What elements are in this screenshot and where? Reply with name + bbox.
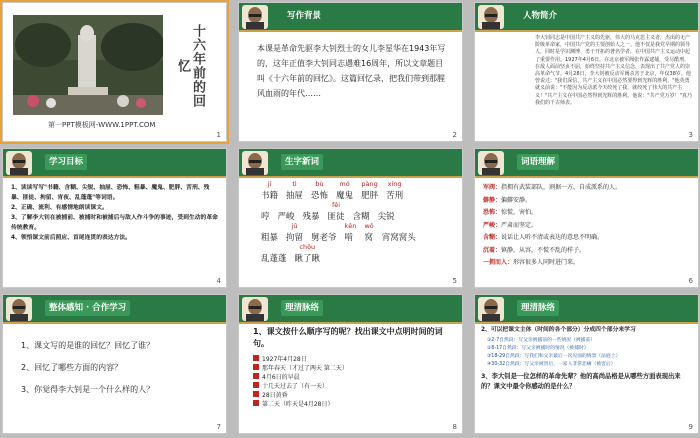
vocab-row — [261, 180, 454, 201]
definition-item: 沉着：镇静，从容，不慌不乱的样子。 — [483, 246, 586, 254]
portrait-icon — [478, 297, 504, 321]
vocab-item: 尖锐 — [377, 212, 395, 222]
vocab-item: fěi 匪徒 — [327, 201, 345, 222]
vertical-title-text: 十六年前的回忆 — [175, 24, 205, 108]
definition-item: 僻静：偏僻安静。 — [483, 196, 532, 204]
slide-title: 理清脉络 — [281, 300, 323, 316]
vocab-item: 粗暴 — [261, 233, 279, 243]
slide-number: 8 — [452, 423, 457, 431]
slide-number: 1 — [216, 131, 221, 139]
header-stripe — [3, 322, 226, 324]
definition-item: 一拥而入：形容很多人同时进门来。 — [483, 259, 580, 266]
slide-title: 人物简介 — [523, 11, 558, 21]
vocab-item: jí 书籍 — [261, 180, 279, 201]
slide-title: 生字新词 — [281, 154, 323, 170]
portrait-icon — [242, 151, 268, 175]
header-stripe — [239, 30, 462, 32]
question-text: 2、可以把课文主体（时间的各个部分）分成四个部分来学习 — [481, 327, 636, 333]
slide-header — [475, 149, 698, 176]
vocab-item: 宵窝窝头 — [381, 233, 416, 243]
slide-header — [239, 149, 462, 176]
vocab-item: pàng 肥胖 — [361, 180, 379, 201]
slide-thumbnail-3[interactable] — [474, 2, 699, 142]
question-item: 3、你觉得李大钊是一个什么样的人？ — [21, 385, 155, 394]
portrait-icon — [242, 297, 268, 321]
vocab-item: xíng 苦刑 — [386, 180, 404, 201]
slide-header — [3, 295, 226, 322]
portrait-icon — [6, 151, 32, 175]
timeline-item: 那年春天（才过了两天 第二天） — [253, 364, 454, 373]
slide-thumbnail-2[interactable] — [238, 2, 463, 142]
slide-number: 2 — [452, 131, 457, 139]
vocab-item: tì 抽屉 — [286, 180, 304, 201]
slide-header — [239, 295, 462, 322]
header-stripe — [3, 176, 226, 178]
vocab-item: 乱蓬蓬 — [261, 254, 287, 264]
part-item: ①2-7自然段：写父亲被捕前的一些情况（被捕前） — [487, 338, 596, 343]
slide-thumbnail-8[interactable] — [238, 294, 463, 434]
slide-header — [475, 295, 698, 322]
part-item: ④30-32自然段：写父亲被害后，一家人非常悲痛（被害后） — [487, 362, 616, 367]
slide-number: 9 — [688, 423, 693, 431]
vocab-item: 残暴 — [302, 212, 320, 222]
timeline-item: 第二天（昨天是4月28日） — [253, 400, 454, 409]
header-stripe — [475, 176, 698, 178]
slide-text: 李大钊同志是中国共产主义的先驱，伟大的马克思主义者，杰出的无产阶级革命家，中国共产党的主要创始人之一。他不仅是我党早期的领导人，同时是学识渊博、勇于开拓的著名学者，在中国共产主义运动中起了重要作用。1927年4月6日，在北京被军阀张作霖逮捕，受尽酷刑，在敌人面前坚贞不屈，始终坚持共产主义信念，表现出了共产党人的崇高革命气节。4月28日，李大钊被反动军阀杀害于北京，年仅38岁。他曾说过："我们深信，共产主义在中国必然要得到光辉的胜利。"他英勇就义前说："不能因为反动派今天绞死了我，就绞死了伟大的共产主义！"共产主义在中国必然得到光辉的胜利。他说："共产党万岁！"真乃我们的千古师表。 — [535, 35, 692, 106]
objective-item: 3、了解李大钊在被捕前、被捕时和被捕后与敌人作斗争的事迹，受到生动的革命传统教育。 — [11, 215, 218, 231]
vocab-item: kēn 啃 — [344, 222, 357, 243]
slide-thumbnail-6[interactable] — [474, 148, 699, 288]
slide-title: 整体感知 · 合作学习 — [45, 300, 130, 316]
slide-thumbnail-5[interactable] — [238, 148, 463, 288]
question-text: 3、李大钊是一位怎样的革命先辈？他的高尚品格是从哪些方面表现出来的？课文中最令你感动的是什么？ — [481, 373, 681, 390]
part-item: ②8-17自然段：写父亲被捕时的情况（被捕时） — [487, 346, 589, 351]
vocab-row — [261, 243, 454, 264]
vocab-row — [261, 222, 454, 243]
slide-title: 理清脉络 — [517, 300, 559, 316]
slide-header — [239, 3, 462, 30]
slide-title: 词语理解 — [517, 154, 559, 170]
slide-text: 本课是革命先驱李大钊烈士的女儿李星华在1943年写的，这年正值李大钊同志遇难16周年，所以文章题目叫《十六年前的回忆》。这篇回忆录，把我们带到那腥风血雨的年代…… — [257, 44, 446, 98]
slide-thumbnail-1[interactable] — [2, 2, 227, 142]
slide-thumbnail-4[interactable] — [2, 148, 227, 288]
portrait-icon — [242, 5, 268, 29]
objective-item: 2、正确、流利、有感情地朗读课文。 — [11, 205, 108, 211]
slide-header — [475, 3, 698, 30]
vocab-item: mó 魔鬼 — [336, 180, 354, 201]
definition-item: 军阀：指拥有武装部队，割据一方，自成派系的人。 — [483, 184, 622, 191]
portrait-icon — [6, 297, 32, 321]
slide-number: 7 — [216, 423, 221, 431]
vertical-title — [166, 19, 214, 113]
part-item: ③18-29自然段：写我们和父亲最后一次见面的情景（法庭上） — [487, 354, 621, 359]
vocab-item: jū 拘留 — [286, 222, 304, 243]
vocab-item: 舅老爷 — [311, 233, 337, 243]
slide-thumbnail-7[interactable] — [2, 294, 227, 434]
vocab-item: 哼 — [261, 212, 270, 222]
vocab-item: bù 恐怖 — [311, 180, 329, 201]
definition-item: 含糊：说话让人听不清或表达的意思不明确。 — [483, 234, 604, 241]
objective-item: 4、领悟课文前后照应、首尾连贯的表达方法。 — [11, 235, 131, 241]
timeline-item: 1927年4月28日 — [253, 355, 454, 364]
slide-thumbnail-9[interactable] — [474, 294, 699, 434]
vocab-row — [261, 201, 454, 222]
vocab-item: wō 窝 — [364, 222, 374, 243]
question-item: 1、课文写的是谁的回忆？回忆了谁？ — [21, 341, 155, 350]
definition-item: 恐怖：惊慌，害怕。 — [483, 209, 538, 216]
header-stripe — [475, 322, 698, 324]
portrait-icon — [478, 151, 504, 175]
slide-title: 写作背景 — [287, 11, 322, 21]
slide-number: 4 — [216, 277, 221, 285]
slide-title: 学习目标 — [45, 154, 87, 170]
vocab-item: 含糊 — [352, 212, 370, 222]
vocab-item: chǒu 瞅了瞅 — [294, 243, 321, 264]
header-stripe — [475, 30, 698, 32]
slide-number: 3 — [688, 131, 693, 139]
question-text: 1、课文按什么顺序写的呢？找出课文中点明时间的词句。 — [253, 327, 443, 348]
statue-photo — [13, 15, 163, 115]
header-stripe — [239, 176, 462, 178]
definition-item: 严峻：严肃而坚定。 — [483, 221, 538, 229]
timeline-item: 28日黄昏 — [253, 391, 454, 400]
header-stripe — [239, 322, 462, 324]
slide-number: 5 — [452, 277, 457, 285]
slide-number: 6 — [688, 277, 693, 285]
timeline-item: 十几天过去了（有一天） — [253, 382, 454, 391]
slide-header — [3, 149, 226, 176]
slide-caption: 第一PPT模板网-WWW.1PPT.COM — [48, 121, 156, 129]
vocab-item: 严峻 — [277, 212, 295, 222]
objective-item: 1、读读写写"书籍、含糊、尖锐、抽屉、恐怖、粗暴、魔鬼、肥胖、苦刑、残暴、匪徒、拘留、宵夜、乱蓬蓬"等词语。 — [11, 185, 210, 201]
question-item: 2、回忆了哪些方面的内容？ — [21, 363, 123, 372]
timeline-item: 4月6日的早晨 — [253, 373, 454, 382]
portrait-icon — [478, 5, 504, 29]
